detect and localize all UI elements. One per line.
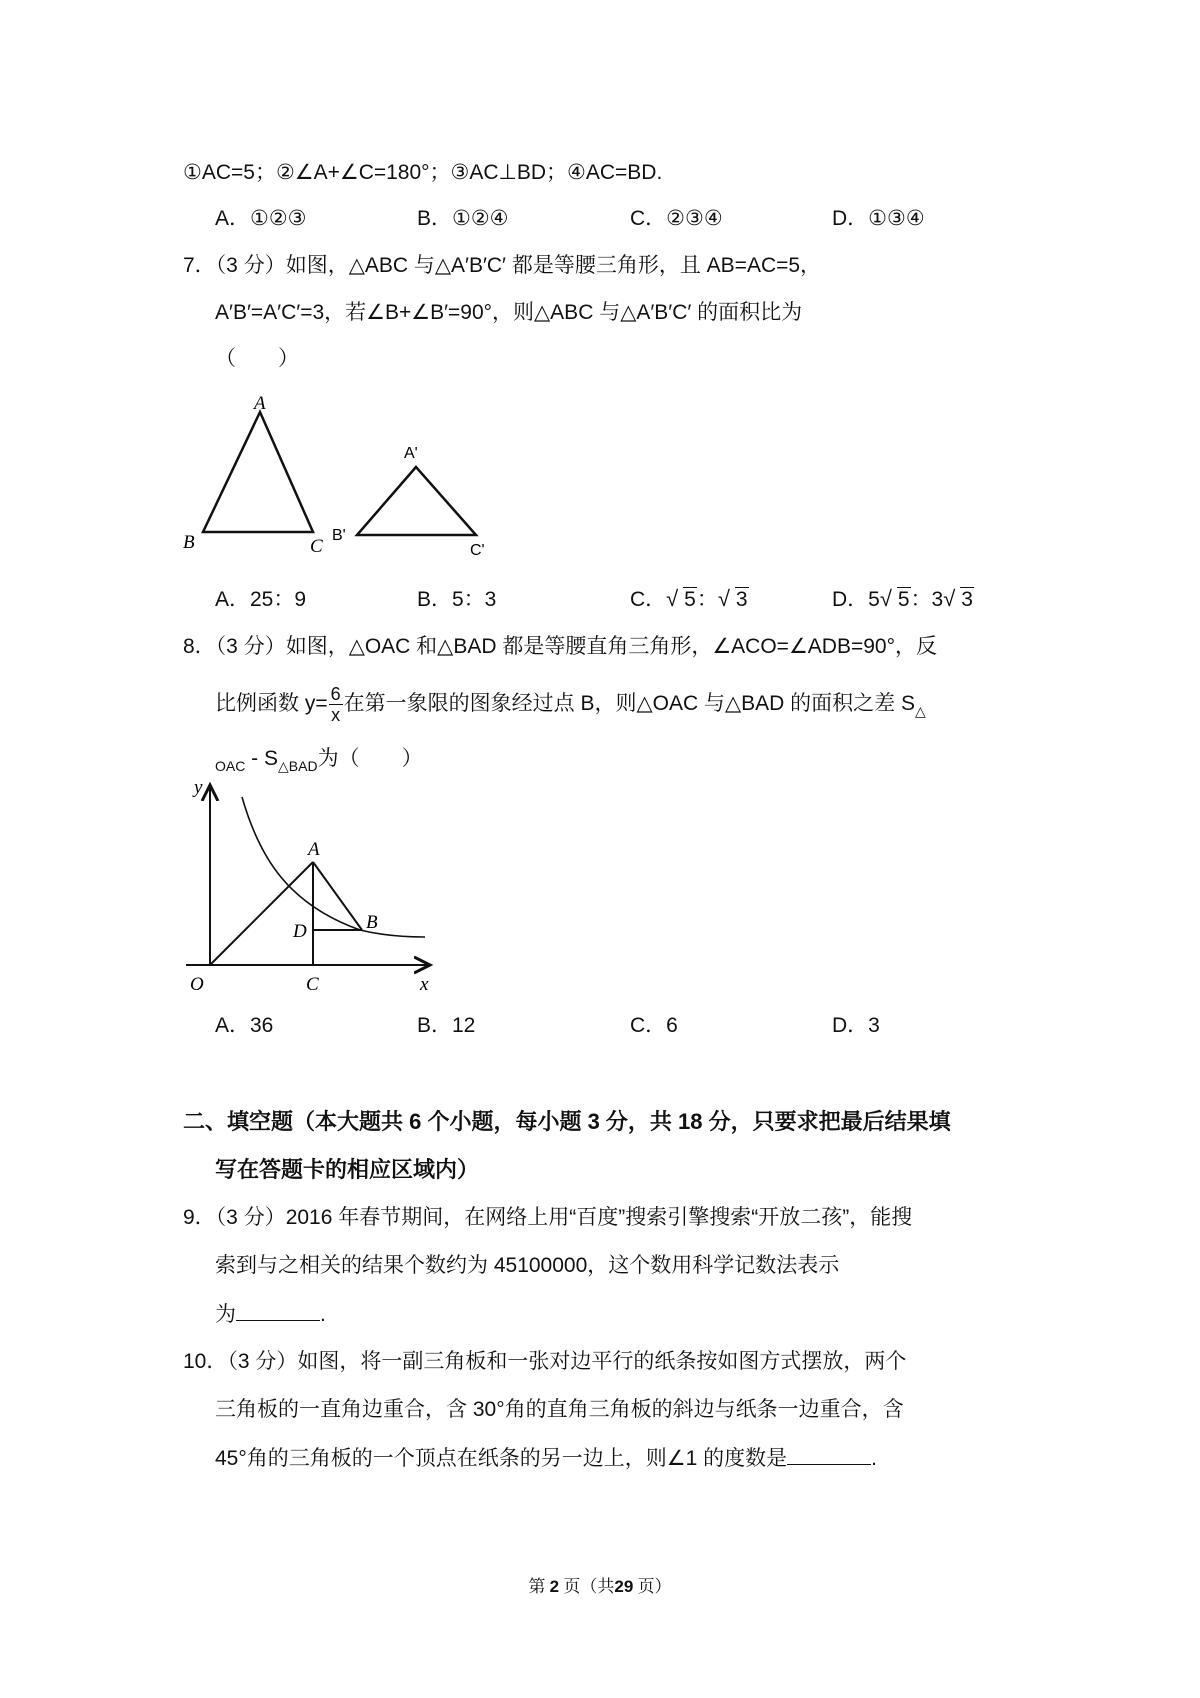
- q10-line1: 10．（3 分）如图，将一副三角板和一张对边平行的纸条按如图方式摆放，两个: [183, 1350, 907, 1373]
- q8-figure: [180, 775, 440, 1000]
- label-x: x: [420, 974, 429, 995]
- q8-option-c: C．6: [630, 1014, 678, 1037]
- label-d: D: [293, 921, 307, 942]
- fraction-6-over-x: $\frac{6}{x}$: [330, 684, 341, 725]
- label-b-prime: B': [332, 527, 346, 544]
- q6-option-c: C．②③④: [630, 207, 723, 230]
- q7-option-c: C．√ 5：√ 3: [630, 587, 749, 613]
- section2-heading-line2: 写在答题卡的相应区域内）: [215, 1157, 480, 1182]
- q7-option-b: B．5：3: [417, 588, 497, 611]
- label-b: B: [366, 912, 378, 933]
- label-a: A: [254, 393, 266, 414]
- label-y: y: [194, 777, 203, 798]
- triangle-a2b2c2: [357, 467, 476, 535]
- hyperbola-curve: [242, 797, 425, 937]
- answer-blank: [236, 1300, 320, 1321]
- label-b: B: [183, 532, 195, 553]
- q10-line3: 45°角的三角板的一个顶点在纸条的另一边上，则∠1 的度数是 .: [215, 1444, 877, 1472]
- q7-option-a: A．25：9: [215, 588, 307, 611]
- label-a: A: [308, 839, 320, 860]
- q7-line2: A′B′=A′C′=3，若∠B+∠B′=90°，则△ABC 与△A′B′C′ 的面积比为: [215, 301, 803, 324]
- label-o: O: [190, 974, 204, 995]
- q8-line2: 比例函数 y= $\frac{6}{x}$ 在第一象限的图象经过点 B，则△OAC 与△BAD 的面积之差 $S_\triangle$: [215, 684, 926, 725]
- q8-option-a: A．36: [215, 1014, 274, 1037]
- label-c-prime: C': [470, 542, 485, 559]
- label-a-prime: A': [404, 445, 418, 462]
- q10-line2: 三角板的一直角边重合，含 30°角的直角三角板的斜边与纸条一边重合，含: [215, 1398, 904, 1421]
- q9-line2: 索到与之相关的结果个数约为 45100000，这个数用科学记数法表示: [215, 1254, 840, 1277]
- q8-line1: 8．（3 分）如图，△OAC 和△BAD 都是等腰直角三角形，∠ACO=∠ADB=90°，反: [183, 635, 937, 658]
- q7-line1: 7．（3 分）如图，△ABC 与△A′B′C′ 都是等腰三角形，且 AB=AC=5，: [183, 254, 822, 277]
- page-footer: 第 2 页（共29 页）: [528, 1577, 672, 1596]
- section2-heading-line1: 二、填空题（本大题共 6 个小题，每小题 3 分，共 18 分，只要求把最后结果填: [183, 1109, 951, 1134]
- q8-line3: $_{OAC} - S_{\triangle BAD}$为（ ）: [215, 747, 423, 774]
- q6-option-a: A．①②③: [215, 207, 307, 230]
- q8-option-b: B．12: [417, 1014, 476, 1037]
- answer-blank: [787, 1444, 871, 1465]
- q7-figure: [180, 392, 510, 562]
- q9-line3: 为 .: [215, 1300, 326, 1328]
- q6-option-b: B．①②④: [417, 207, 509, 230]
- triangle-abc: [203, 412, 313, 532]
- q6-option-d: D．①③④: [832, 207, 925, 230]
- q8-option-d: D．3: [832, 1014, 880, 1037]
- q9-line1: 9．（3 分）2016 年春节期间，在网络上用“百度”搜索引擎搜索“开放二孩”，能搜: [183, 1206, 913, 1229]
- label-c: C: [306, 974, 319, 995]
- q7-line3: （ ）: [215, 347, 299, 370]
- q6-conditions: ①AC=5；②∠A+∠C=180°；③AC⊥BD；④AC=BD.: [183, 161, 663, 184]
- segment-oa: [210, 862, 313, 965]
- label-c: C: [310, 536, 323, 557]
- q7-option-d: D．5√ 5：3√ 3: [832, 587, 974, 613]
